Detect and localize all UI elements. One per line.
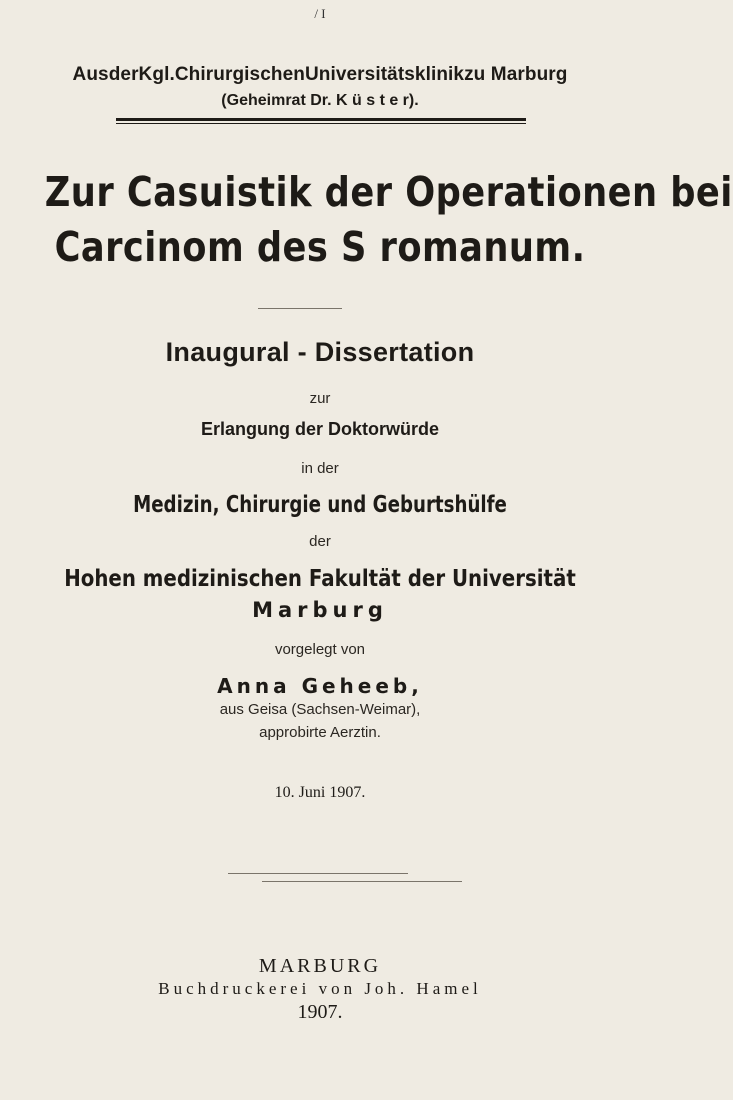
footer-divider-2 xyxy=(262,881,462,882)
faculties-text: Medizin, Chirurgie und Geburtshülfe xyxy=(133,492,507,518)
document-type: Inaugural - Dissertation xyxy=(165,337,475,367)
header-rule-thin xyxy=(116,123,526,124)
imprint-year: 1907. xyxy=(297,1001,343,1023)
dissertation-title-line-2: Carcinom des S romanum. xyxy=(54,223,586,271)
header-rule-thick xyxy=(116,118,526,121)
imprint-printer: Buchdruckerei von Joh. Hamel xyxy=(158,979,482,998)
submission-date: 10. Juni 1907. xyxy=(274,784,366,801)
director-line: (Geheimrat Dr. K ü s t e r). xyxy=(221,92,419,109)
faculty-of-text: Hohen medizinischen Fakultät der Universität xyxy=(64,566,576,592)
footer-divider-1 xyxy=(228,873,408,874)
university-city: Marburg xyxy=(252,598,388,622)
title-divider xyxy=(258,308,342,309)
submitted-by-text: vorgelegt von xyxy=(274,641,366,658)
zur-text: zur xyxy=(309,390,331,407)
institution-heading: AusderKgl.ChirurgischenUniversitätsklinikzu Marburg xyxy=(72,64,568,85)
author-qualification: approbirte Aerztin. xyxy=(259,724,381,741)
dissertation-title-line-1: Zur Casuistik der Operationen bei xyxy=(44,168,733,216)
der-text: der xyxy=(309,533,331,550)
shelfmark-note: / I xyxy=(314,6,326,21)
author-origin: aus Geisa (Sachsen-Weimar), xyxy=(219,701,421,718)
author-name: Anna Geheeb, xyxy=(217,674,423,698)
in-der-text: in der xyxy=(301,460,339,477)
purpose-text: Erlangung der Doktorwürde xyxy=(200,419,440,439)
imprint-place: MARBURG xyxy=(258,955,382,977)
